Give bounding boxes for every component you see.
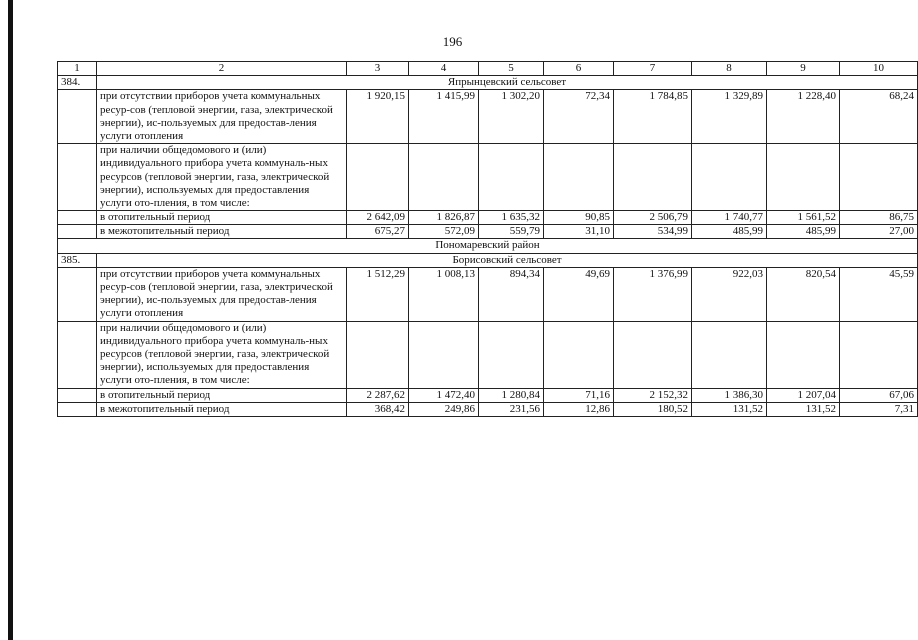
value-cell: 2 642,09 [347, 211, 409, 225]
value-cell: 72,34 [544, 90, 614, 144]
value-cell: 894,34 [479, 267, 544, 321]
value-cell: 231,56 [479, 402, 544, 416]
value-cell [840, 144, 918, 211]
empty-cell [58, 90, 97, 144]
value-cell [409, 321, 479, 388]
value-cell: 1 635,32 [479, 211, 544, 225]
value-cell: 131,52 [767, 402, 840, 416]
value-cell: 1 784,85 [614, 90, 692, 144]
value-cell: 249,86 [409, 402, 479, 416]
empty-cell [58, 225, 97, 239]
header-cell: 5 [479, 62, 544, 76]
header-cell: 2 [97, 62, 347, 76]
header-cell: 1 [58, 62, 97, 76]
value-cell: 68,24 [840, 90, 918, 144]
value-cell [767, 321, 840, 388]
value-cell: 131,52 [692, 402, 767, 416]
table-row [58, 402, 918, 416]
district-row [58, 239, 918, 253]
row-description: при наличии общедомового и (или) индивидуального прибора учета коммуналь-ных ресурсов (тепловой энергии, газа, электрической энергии), используемых для предоставления услуги ото-пления, в том числе: [97, 144, 347, 211]
empty-cell [58, 388, 97, 402]
value-cell: 86,75 [840, 211, 918, 225]
empty-cell [58, 144, 97, 211]
page-number: 196 [442, 34, 463, 49]
value-cell: 559,79 [479, 225, 544, 239]
row-description: при отсутствии приборов учета коммунальных ресур-сов (тепловой энергии, газа, электрической энергии), ис-пользуемых для предостав-ления услуги отопления [97, 90, 347, 144]
value-cell [614, 321, 692, 388]
empty-cell [58, 402, 97, 416]
value-cell [479, 144, 544, 211]
settlement-row [58, 253, 918, 267]
table-row [58, 211, 918, 225]
value-cell: 820,54 [767, 267, 840, 321]
value-cell: 1 415,99 [409, 90, 479, 144]
row-description: в отопительный период [97, 388, 347, 402]
empty-cell [58, 267, 97, 321]
settlement-name: Борисовский сельсовет [97, 253, 918, 267]
value-cell: 534,99 [614, 225, 692, 239]
header-cell: 6 [544, 62, 614, 76]
value-cell: 1 228,40 [767, 90, 840, 144]
header-cell: 3 [347, 62, 409, 76]
value-cell: 1 207,04 [767, 388, 840, 402]
value-cell: 67,06 [840, 388, 918, 402]
value-cell: 71,16 [544, 388, 614, 402]
value-cell [347, 321, 409, 388]
value-cell: 2 287,62 [347, 388, 409, 402]
table-row [58, 90, 918, 144]
row-description: при наличии общедомового и (или) индивидуального прибора учета коммуналь-ных ресурсов (тепловой энергии, газа, электрической энергии), используемых для предоставления услуги ото-пления, в том числе: [97, 321, 347, 388]
value-cell: 485,99 [767, 225, 840, 239]
empty-cell [58, 321, 97, 388]
value-cell: 1 280,84 [479, 388, 544, 402]
value-cell: 27,00 [840, 225, 918, 239]
value-cell: 2 506,79 [614, 211, 692, 225]
row-description: в межотопительный период [97, 225, 347, 239]
value-cell [544, 321, 614, 388]
value-cell [767, 144, 840, 211]
value-cell [409, 144, 479, 211]
table-row [58, 225, 918, 239]
value-cell: 1 561,52 [767, 211, 840, 225]
value-cell: 180,52 [614, 402, 692, 416]
district-name: Пономаревский район [58, 239, 918, 253]
value-cell [692, 144, 767, 211]
value-cell: 485,99 [692, 225, 767, 239]
value-cell [544, 144, 614, 211]
value-cell: 90,85 [544, 211, 614, 225]
header-cell: 10 [840, 62, 918, 76]
value-cell: 1 386,30 [692, 388, 767, 402]
row-description: в межотопительный период [97, 402, 347, 416]
settlement-name: Япрынцевский сельсовет [97, 76, 918, 90]
value-cell: 675,27 [347, 225, 409, 239]
value-cell: 1 329,89 [692, 90, 767, 144]
value-cell: 31,10 [544, 225, 614, 239]
header-row [58, 62, 918, 76]
value-cell: 922,03 [692, 267, 767, 321]
value-cell: 1 512,29 [347, 267, 409, 321]
row-description: при отсутствии приборов учета коммунальных ресур-сов (тепловой энергии, газа, электрической энергии), ис-пользуемых для предостав-ления услуги отопления [97, 267, 347, 321]
value-cell: 1 376,99 [614, 267, 692, 321]
value-cell: 1 302,20 [479, 90, 544, 144]
scan-edge-bar [8, 0, 13, 640]
value-cell [479, 321, 544, 388]
tariff-table [57, 61, 918, 417]
row-number: 384. [58, 76, 97, 90]
value-cell [692, 321, 767, 388]
table-row [58, 267, 918, 321]
value-cell: 1 472,40 [409, 388, 479, 402]
value-cell: 12,86 [544, 402, 614, 416]
value-cell: 1 920,15 [347, 90, 409, 144]
value-cell: 1 826,87 [409, 211, 479, 225]
table-row [58, 144, 918, 211]
value-cell: 45,59 [840, 267, 918, 321]
value-cell: 1 008,13 [409, 267, 479, 321]
row-number: 385. [58, 253, 97, 267]
header-cell: 8 [692, 62, 767, 76]
value-cell: 1 740,77 [692, 211, 767, 225]
value-cell: 572,09 [409, 225, 479, 239]
header-cell: 9 [767, 62, 840, 76]
table-row [58, 321, 918, 388]
settlement-row [58, 76, 918, 90]
header-cell: 4 [409, 62, 479, 76]
value-cell: 2 152,32 [614, 388, 692, 402]
table-row [58, 388, 918, 402]
value-cell: 368,42 [347, 402, 409, 416]
value-cell [347, 144, 409, 211]
value-cell [614, 144, 692, 211]
empty-cell [58, 211, 97, 225]
value-cell [840, 321, 918, 388]
row-description: в отопительный период [97, 211, 347, 225]
value-cell: 49,69 [544, 267, 614, 321]
value-cell: 7,31 [840, 402, 918, 416]
header-cell: 7 [614, 62, 692, 76]
